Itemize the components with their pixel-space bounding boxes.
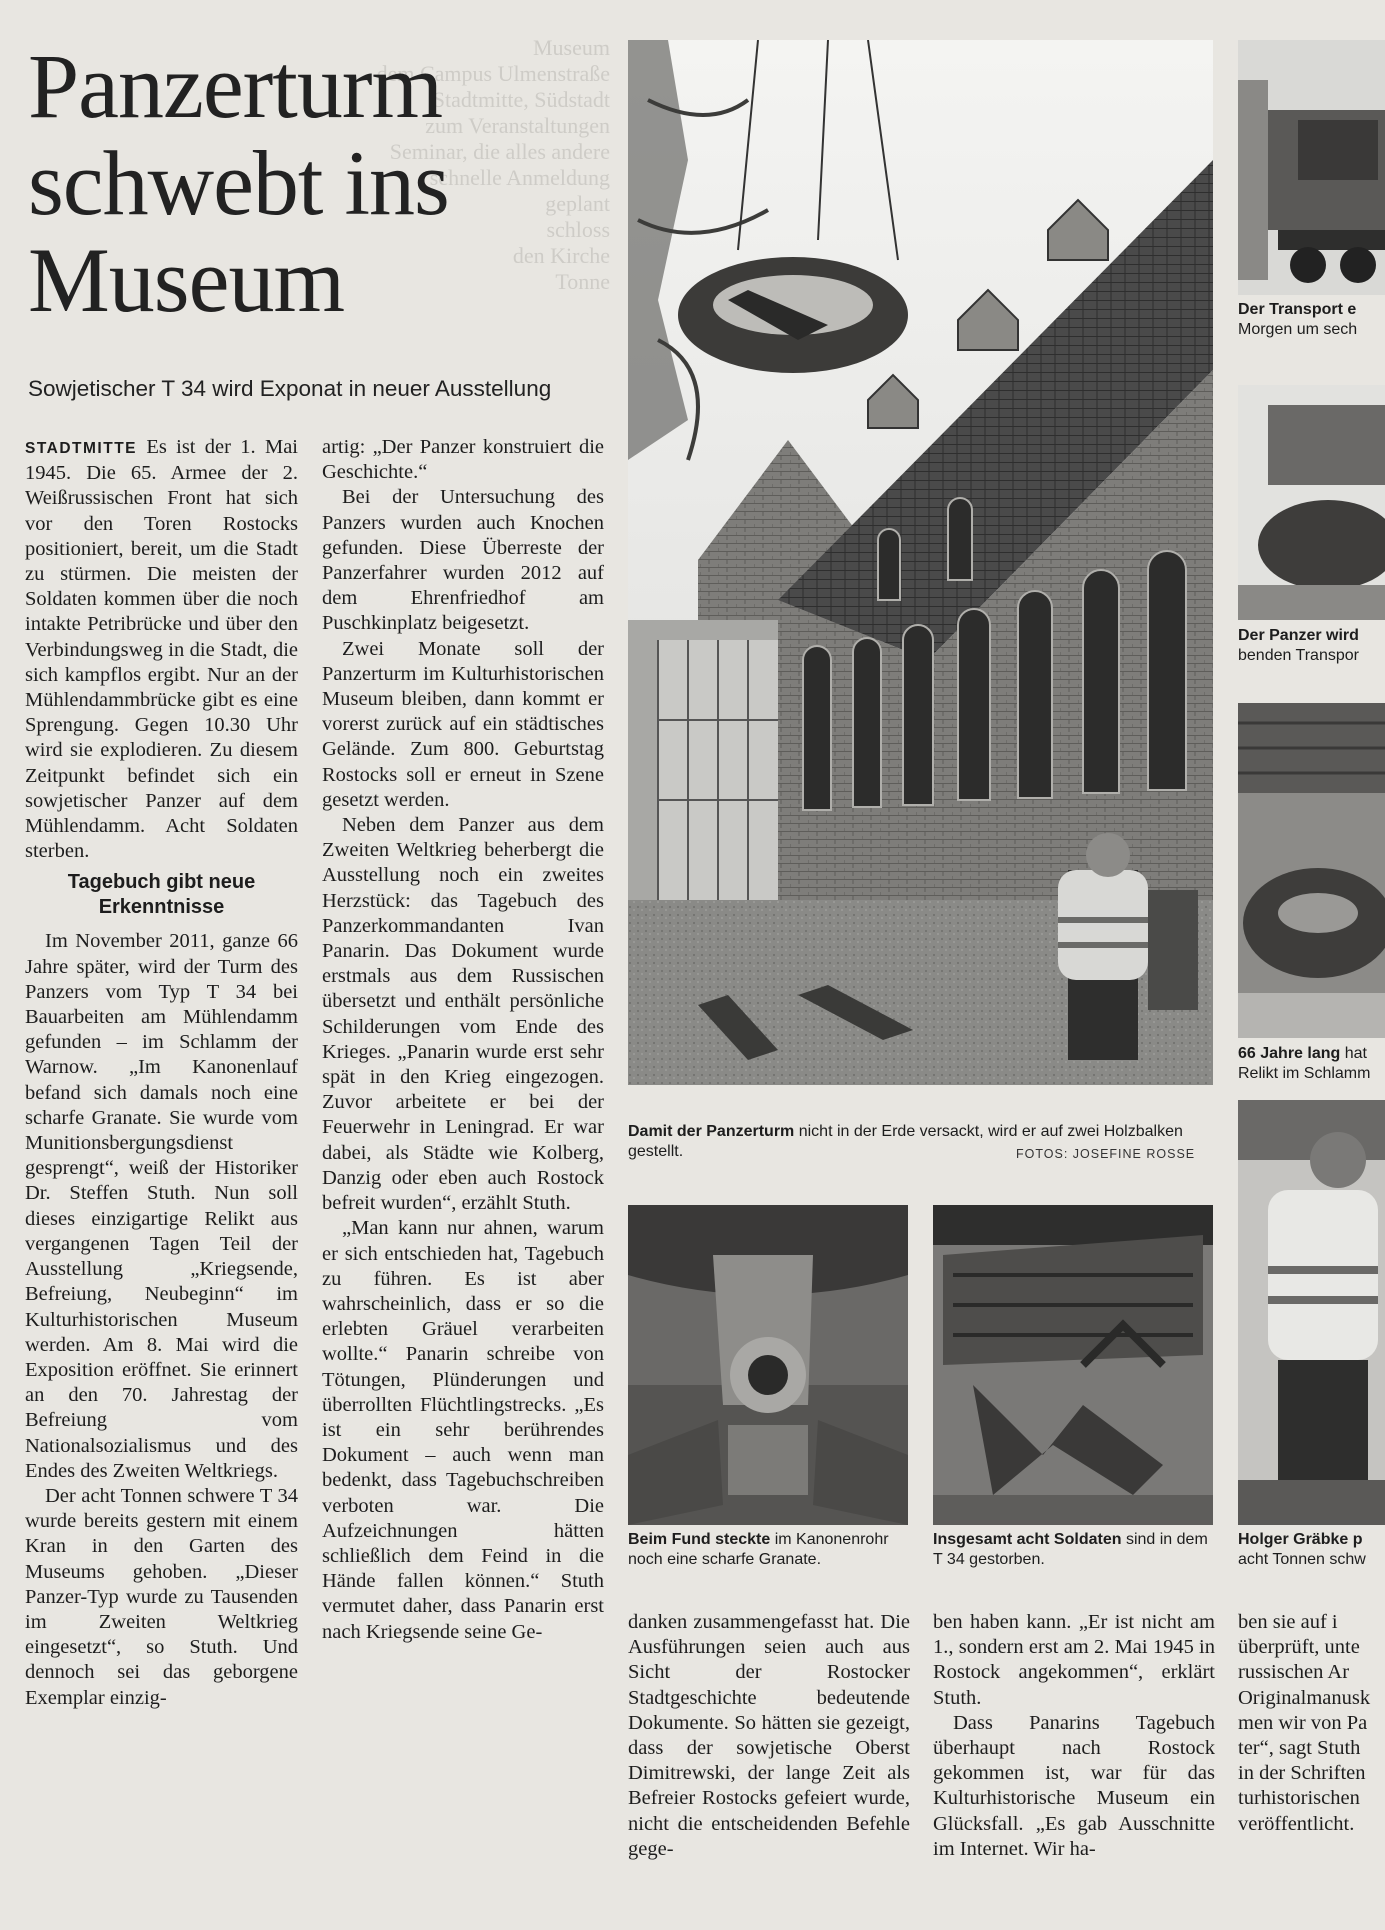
column-2 [322,435,604,1645]
column-3 [628,1610,910,1862]
side-caption-relic [1238,1044,1385,1084]
caption-lead: Beim Fund steckte [628,1531,771,1548]
paragraph: danken zusammengefasst hat. Die Ausführungen seien auch aus Sicht der Rostocker Stadtgeschichte bedeutende Dokumente. So hätten sie gezeigt, dass der sowjetische Oberst Dimitrewski, der lange Zeit als Befreier Rostocks gefeiert wurde, nicht die entscheidenden Befehle gege- [628,1611,910,1860]
bleed-line: dem Campus Ulmenstraße [376,61,610,86]
bleed-line: Tonne [555,269,610,294]
caption-text: acht Tonnen schw [1238,1551,1366,1568]
paragraph: Zwei Monate soll der Panzerturm im Kulturhistorischen Museum bleiben, dann kommt er vorerst zurück auf ein städtisches Gelände. Zum 800. Geburtstag Rostocks soll er erneut in Szene gesetzt werden. [322,637,604,811]
text-line: ben sie auf i [1238,1611,1338,1633]
text-line: veröffentlicht. [1238,1812,1355,1835]
side-photo-relic [1238,703,1385,1038]
side-caption-lifting [1238,626,1385,666]
bleed-line: Museum [533,35,610,60]
left-margin-bleed [0,30,22,1930]
side-caption-worker [1238,1530,1385,1570]
caption-text: benden Transpor [1238,647,1359,664]
bleed-line: den Kirche [512,243,610,268]
paragraph: artig: „Der Panzer konstruiert die Geschichte.“ [322,436,604,484]
caption-text: Relikt im Schlamm [1238,1065,1371,1082]
paragraph: Neben dem Panzer aus dem Zweiten Weltkrieg beherbergt die Ausstellung noch ein zweites Herzstück: das Tagebuch des Panzerkommandanten Ivan Panarin. Das Dokument wurde erstmals aus dem Russischen übersetzt und enthält persönliche Schilderungen vom Ende des Krieges. „Panarin wurde erst sehr spät in den Krieg eingezogen. Zuvor arbeitete er bei der Feuerwehr in Leningrad. Er war dabei, als Städte wie Kolberg, Danzig oder eben auch Rostock befreit wurden“, erzählt Stuth. [322,814,604,1215]
caption-lead: Holger Gräbke p [1238,1531,1363,1548]
caption-lead: Der Panzer wird [1238,627,1359,644]
section-subheading: Tagebuch gibt neue Erkenntnisse [67,871,256,919]
paragraph: Der acht Tonnen schwere T 34 wurde bereits gestern mit einem Kran in den Garten des Museums gehoben. „Dieser Panzer-Typ wurde zu Tausenden im Zweiten Weltkrieg eingesetzt“, so Stuth. Und dennoch sei das geborgene Exemplar einzig- [25,1484,298,1709]
text-line: in der Schriften [1238,1762,1366,1785]
headline: Panzerturm schwebt ins Museum [28,35,449,331]
bleed-line: zum Veranstaltungen [425,113,610,138]
caption-text: hat [1340,1045,1367,1062]
caption-lead: Damit der Panzerturm [628,1123,795,1140]
caption-text: sind in dem T 34 gestorben. [933,1531,1208,1568]
bleed-line: schloss [546,217,610,242]
lead-paragraph [25,435,298,864]
bleed-line: Stadtmitte, Südstadt [432,87,610,112]
bleed-line: geplant [545,191,610,216]
side-photo-worker [1238,1100,1385,1525]
paragraph-text: Es ist der 1. Mai 1945. Die 65. Armee der 2. Weißrussischen Front hat sich vor den Toren Rostocks positioniert, bereit, um die Stadt zu stürmen. Die meisten der Soldaten kommen über die noch intakte Petribrücke und über den Verbindungsweg in die Stadt, die sich kampflos ergibt. Nur an der Mühlendammbrücke gibt es eine Sprengung. Gegen 10.30 Uhr wird sie explodieren. Zu diesem Zeitpunkt befindet sich ein sowjetischer Panzer auf dem Mühlendamm. Acht Soldaten sterben. [25,436,298,863]
paragraph: Im November 2011, ganze 66 Jahre später, wird der Turm des Panzers vom Typ T 34 bei Bauarbeiten am Mühlendamm gefunden – im Schlamm der Warnow. „Im Kanonenlauf befand sich damals noch eine scharfe Granate. Sie wurde vom Munitionsbergungsdienst gesprengt“, weiß der Historiker Dr. Steffen Stuth. Nun soll dieses einzigartige Relikt aus vergangenen Tagen Teil der Ausstellung „Kriegsende, Befreiung, Neubeginn“ im Kulturhistorischen Museum werden. Am 8. Mai wird die Exposition eröffnet. Sie erinnert an den 70. Jahrestag der Befreiung vom Nationalsozialismus und des Endes des Zweiten Weltkriegs. [25,930,298,1482]
text-line: turhistorischen [1238,1787,1360,1810]
subheadline: Sowjetischer T 34 wird Exponat in neuer Ausstellung [28,376,552,401]
photo-credit: FOTOS: JOSEFINE ROSSE [1016,1147,1196,1161]
turret-interior-graphic [933,1205,1213,1525]
caption-lead: Insgesamt acht Soldaten [933,1531,1122,1548]
text-line: ter“, sagt Stuth [1238,1737,1361,1760]
caption-text: nicht in der Erde versackt, wird er auf zwei Holzbalken gestellt. [628,1123,1183,1160]
side-photo-transport [1238,40,1385,295]
photo-gun-barrel [628,1205,908,1525]
text-line: men wir von Pa [1238,1711,1368,1734]
caption-lead: 66 Jahre lang [1238,1045,1341,1062]
side-photo-lifting [1238,385,1385,620]
paragraph: Dass Panarins Tagebuch überhaupt nach Rostock gekommen ist, war für das Kulturhistorische Museum ein Glücksfall. „Es gab Ausschnitte im Internet. Wir ha- [933,1711,1215,1860]
turret-interior-caption [933,1530,1213,1570]
caption-text: im Kanonenrohr noch eine scharfe Granate. [628,1531,889,1568]
paragraph: Bei der Untersuchung des Panzers wurden auch Knochen gefunden. Diese Überreste der Panzerfahrer wurden 2012 auf dem Ehrenfriedhof am Puschkinplatz beigesetzt. [322,486,604,635]
gun-barrel-graphic [628,1205,908,1525]
main-photo-graphic [628,40,1213,1085]
worker-graphic [1238,1100,1385,1525]
caption-text: Morgen um sech [1238,321,1358,338]
gun-barrel-caption [628,1530,908,1570]
column-1 [25,435,298,1711]
column-4 [933,1610,1215,1862]
paragraph: ben haben kann. „Er ist nicht am 1., sondern erst am 2. Mai 1945 in Rostock angekommen“, erklärt Stuth. [933,1611,1215,1709]
lifting-graphic [1238,385,1385,620]
main-photo-tank-turret [628,40,1213,1085]
text-line: russischen Ar [1238,1661,1350,1684]
caption-lead: Der Transport e [1238,301,1357,318]
bleed-line: Seminar, die alles andere [389,139,610,164]
side-caption-transport [1238,300,1385,340]
text-line: Originalmanusk [1238,1686,1371,1709]
column-5 [1238,1610,1385,1837]
kicker: STADTMITTE [25,440,138,457]
transport-graphic [1238,40,1385,295]
paragraph: „Man kann nur ahnen, warum er sich entschieden hat, Tagebuch zu führen. Es ist aber wahrscheinlich, dass er so die erlebten Gräuel verarbeiten wollte.“ Panarin schreibe von Tötungen, Plünderungen und überrollten Flüchtlingstrecks. „Es ist ein sehr berührendes Dokument – auch wenn man bedenkt, dass Tagebuchschreiben verboten war. Die Aufzeichnungen hätten schließlich dem Feind in die Hände fallen können.“ Stuth vermutet daher, dass Panarin erst nach Kriegsende seine Ge- [322,1217,604,1643]
relic-graphic [1238,703,1385,1038]
bleed-line: schnelle Anmeldung [429,165,610,190]
text-line: überprüft, unte [1238,1636,1360,1659]
photo-turret-interior [933,1205,1213,1525]
